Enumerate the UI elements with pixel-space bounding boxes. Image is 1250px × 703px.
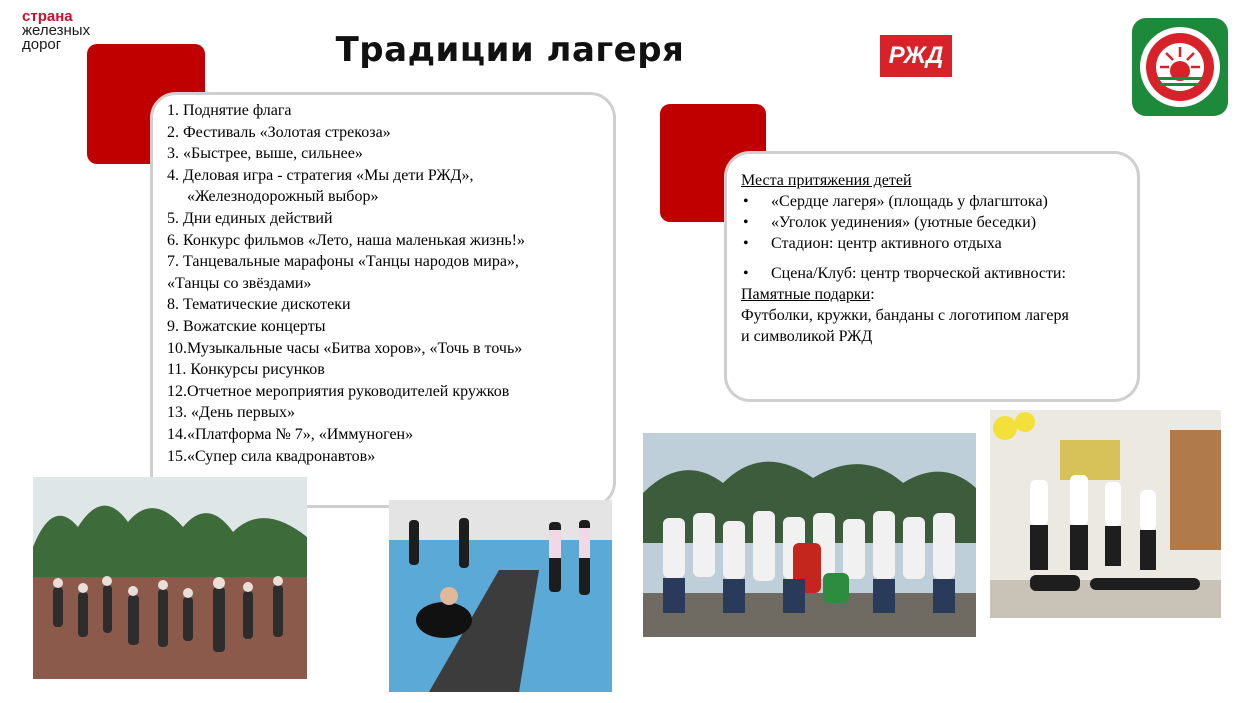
tradition-item: 6. Конкурс фильмов «Лето, наша маленькая жизнь!»	[167, 231, 526, 249]
rzd-logo	[880, 35, 952, 77]
gifts-text-1: Футболки, кружки, банданы с логотипом лагеря	[741, 307, 1069, 324]
places-box	[724, 151, 1140, 402]
tradition-item: «Танцы со звёздами»	[167, 274, 312, 292]
place-item: • Сцена/Клуб: центр творческой активности:	[741, 263, 1137, 284]
page-title: Традиции лагеря	[335, 30, 685, 70]
tradition-item: 14.«Платформа № 7», «Иммуноген»	[167, 425, 414, 443]
tradition-item: 15.«Супер сила квадронавтов»	[167, 447, 376, 465]
gifts-text-2: и символикой РЖД	[741, 328, 873, 345]
tradition-item: 1. Поднятие флага	[167, 102, 292, 119]
rzd-logo-text: РЖД	[888, 42, 944, 69]
photo-outdoor-dance	[33, 477, 307, 679]
gifts-colon: :	[870, 286, 875, 303]
tradition-item: 3. «Быстрее, выше, сильнее»	[167, 145, 363, 163]
photo-group	[643, 433, 976, 637]
brand-line-3: дорог	[22, 36, 62, 53]
photo-gym-activity	[389, 500, 612, 692]
tradition-item: 2. Фестиваль «Золотая стрекоза»	[167, 123, 391, 141]
tradition-item: 12.Отчетное мероприятия руководителей кружков	[167, 382, 510, 400]
tradition-item: 8. Тематические дискотеки	[167, 296, 351, 314]
brand-line-1: страна	[22, 8, 73, 25]
photo-indoor-kids	[990, 410, 1221, 618]
places-heading: Места притяжения детей	[741, 172, 912, 189]
brand-line-2: железных	[22, 22, 91, 39]
tradition-item: «Железнодорожный выбор»	[187, 188, 379, 206]
traditions-list-box	[150, 92, 616, 508]
tradition-item: 13. «День первых»	[167, 404, 296, 422]
place-item: • «Сердце лагеря» (площадь у флагштока)	[741, 191, 1137, 212]
place-item: • Стадион: центр активного отдыха	[741, 233, 1137, 254]
camp-emblem-icon	[1132, 18, 1228, 116]
tradition-item: 9. Вожатские концерты	[167, 317, 326, 335]
tradition-item: 7. Танцевальные марафоны «Танцы народов мира»,	[167, 253, 519, 271]
tradition-item: 11. Конкурсы рисунков	[167, 361, 325, 379]
gifts-heading: Памятные подарки	[741, 286, 871, 303]
tradition-item: 10.Музыкальные часы «Битва хоров», «Точь в точь»	[167, 339, 523, 357]
tradition-item: 4. Деловая игра - стратегия «Мы дети РЖД»,	[167, 166, 474, 184]
traditions-list	[153, 95, 613, 467]
places-list	[741, 191, 1137, 284]
place-item: • «Уголок уединения» (уютные беседки)	[741, 212, 1137, 233]
tradition-item: 5. Дни единых действий	[167, 209, 333, 227]
